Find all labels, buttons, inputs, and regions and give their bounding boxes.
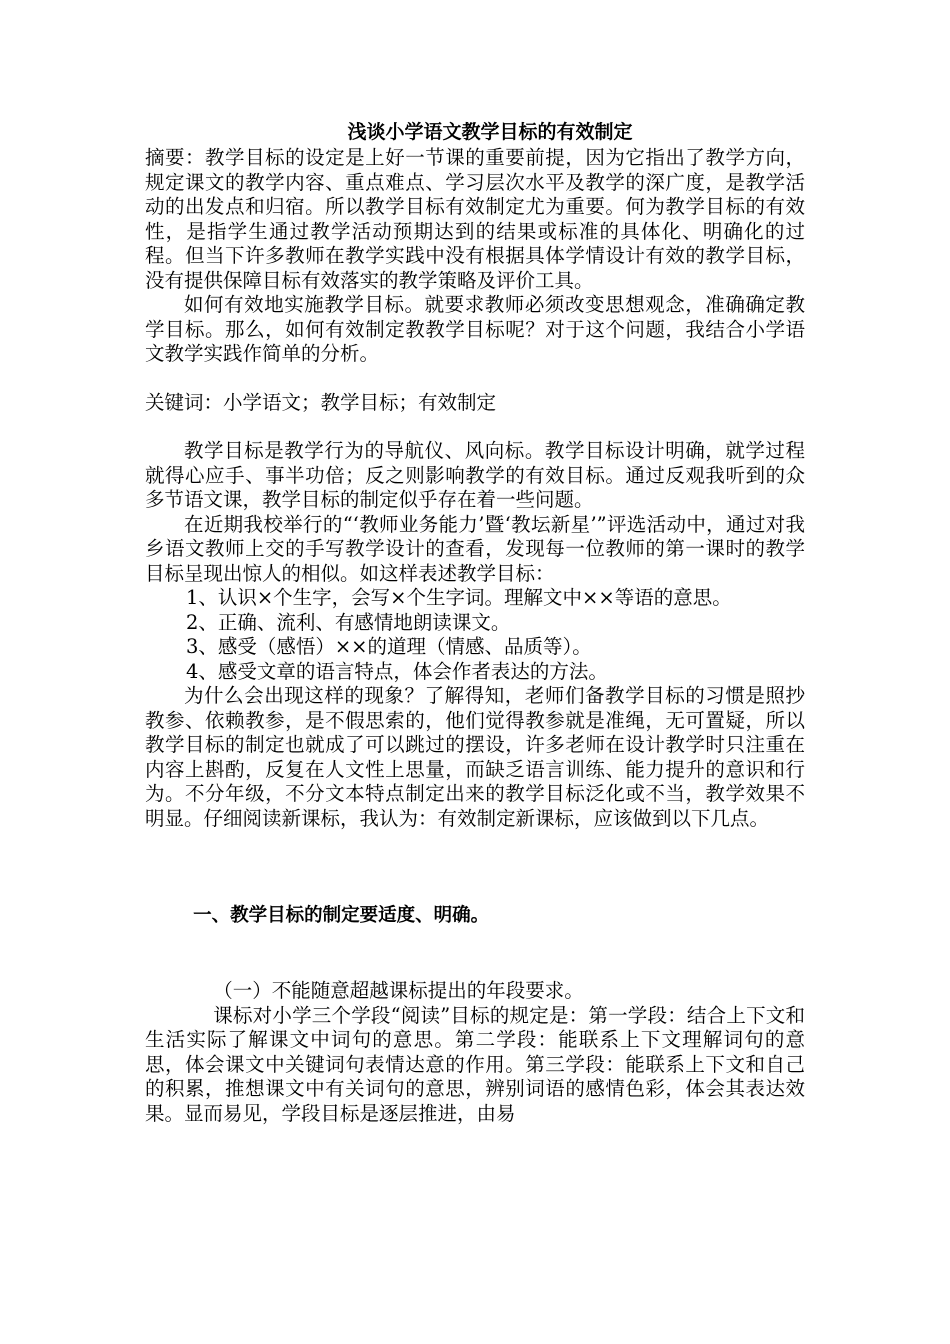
list-item: 2、正确、流利、有感情地朗读课文。 bbox=[185, 610, 511, 634]
spacer bbox=[145, 415, 805, 439]
document-title: 浅谈小学语文教学目标的有效制定 bbox=[347, 121, 633, 143]
intro-paragraph-1: 教学目标是教学行为的导航仪、风向标。教学目标设计明确，就学过程就得心应手、事半功倍；反之则影响教学的有效目标。通过反观我听到的众多节语文课，教学目标的制定似乎存在着一些问题。 bbox=[145, 439, 805, 511]
list-item: 4、感受文章的语言特点，体会作者表达的方法。 bbox=[185, 659, 608, 683]
section-paragraph: 课标对小学三个学段“阅读”目标的规定是：第一学段：结合上下文和生活实际了解课文中词句的意思。第二学段：能联系上下文理解词句的意思，体会课文中关键词句表情达意的作用。第三学段：能联系上下文和自己的积累，推想课文中有关词句的意思，辨别词语的感情色彩，体会其表达效果。显而易见，学段目标是逐层推进，由易 bbox=[145, 1003, 805, 1125]
keywords-line: 关键词：小学语文；教学目标；有效制定 bbox=[145, 390, 497, 414]
list-item: 3、感受（感悟）××的道理（情感、品质等）。 bbox=[185, 635, 592, 658]
list-item: 1、认识×个生字，会写×个生字词。理解文中××等语的意思。 bbox=[185, 586, 732, 609]
intro-paragraph-3: 为什么会出现这样的现象？了解得知，老师们备教学目标的习惯是照抄教参、依赖教参，是不假思索的，他们觉得教参就是准绳，无可置疑，所以教学目标的制定也就成了可以跳过的摆设，许多老师在设计教学时只注重在内容上斟酌，反复在人文性上思量，而缺乏语言训练、能力提升的意识和行为。不分年级，不分文本特点制定出来的教学目标泛化或不当，教学效果不明显。仔细阅读新课标，我认为：有效制定新课标，应该做到以下几点。 bbox=[145, 684, 805, 830]
subsection-heading: （一）不能随意超越课标提出的年段要求。 bbox=[213, 979, 584, 1002]
intro-paragraph-2: 在近期我校举行的“‘教师业务能力’暨‘教坛新星’”评选活动中，通过对我乡语文教师上交的手写教学设计的查看，发现每一位教师的第一课时的教学目标呈现出惊人的相似。如这样表述教学目标： bbox=[145, 512, 805, 585]
document-page bbox=[145, 118, 805, 1126]
abstract-paragraph: 摘要：教学目标的设定是上好一节课的重要前提，因为它指出了教学方向，规定课文的教学内容、重点难点、学习层次水平及教学的深广度，是教学活动的出发点和归宿。所以教学目标有效制定尤为重要。何为教学目标的有效性，是指学生通过教学活动预期达到的结果或标准的具体化、明确化的过程。但当下许多教师在教学实践中没有根据具体学情设计有效的教学目标，没有提供保障目标有效落实的教学策略及评价工具。 bbox=[145, 146, 805, 292]
spacer bbox=[145, 929, 805, 979]
section-heading: 一、教学目标的制定要适度、明确。 bbox=[193, 905, 490, 926]
spacer bbox=[145, 367, 805, 391]
spacer bbox=[145, 831, 805, 903]
abstract-paragraph-2: 如何有效地实施教学目标。就要求教师必须改变思想观念，准确确定教学目标。那么，如何有效制定教教学目标呢？对于这个问题，我结合小学语文教学实践作简单的分析。 bbox=[145, 293, 805, 365]
